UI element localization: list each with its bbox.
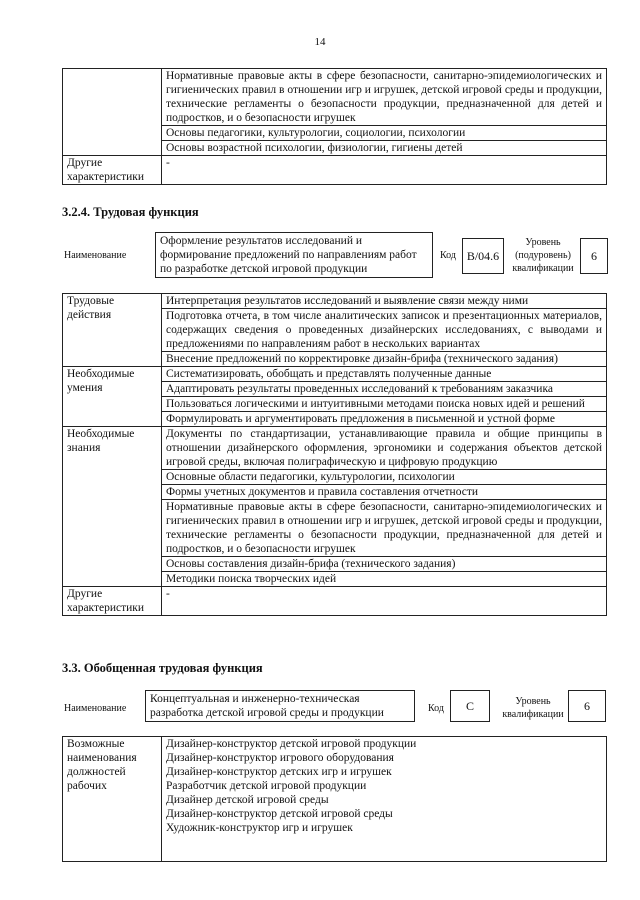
table-cell: Нормативные правовые акты в сфере безопасности, санитарно-эпидемиологических и гигиенических правил в отношении игр и игрушек, детской игровой среды и продукции, технические регламенты о безопасности продукции, предназначенной для детей и подростков, и о безопасности игрушек bbox=[162, 500, 607, 557]
empty-label-cell bbox=[63, 69, 162, 156]
level-value: 6 bbox=[568, 690, 606, 722]
list-item: Дизайнер-конструктор детских игр и игрушек bbox=[166, 766, 392, 778]
table-cell: Методики поиска творческих идей bbox=[162, 572, 607, 587]
table-cell: Нормативные правовые акты в сфере безопасности, санитарно-эпидемиологических и гигиенических правил в отношении игр и игрушек, детской игровой среды и продукции, технические регламенты о безопасности продукции, предназначенной для детей и подростков, и о безопасности игрушек bbox=[162, 69, 607, 126]
name-value: Концептуальная и инженерно-техническая разработка детской игровой среды и продукции bbox=[145, 690, 415, 722]
code-value: C bbox=[450, 690, 490, 722]
section-heading: 3.3. Обобщенная трудовая функция bbox=[62, 661, 263, 675]
table-cell: Интерпретация результатов исследований и выявление связи между ними bbox=[162, 294, 607, 309]
section-heading: 3.2.4. Трудовая функция bbox=[62, 205, 199, 219]
table-cell: Внесение предложений по корректировке дизайн-брифа (технического задания) bbox=[162, 352, 607, 367]
row-label: Возможные наименования должностей рабочих bbox=[63, 737, 162, 862]
level-label: Уровень (подуровень) квалификации bbox=[512, 237, 574, 274]
positions-table bbox=[62, 736, 607, 862]
table-cell: Документы по стандартизации, устанавливающие правила и общие принципы в отношении дизайнерского оформления, эргономики и содержания объектов детской игровой среды, включая полиграфическую и цифровую продукцию bbox=[162, 427, 607, 470]
table-cell: Адаптировать результаты проведенных исследований к требованиям заказчика bbox=[162, 382, 607, 397]
table-cell: Основные области педагогики, культурологии, психологии bbox=[162, 470, 607, 485]
table-cell: Формулировать и аргументировать предложения в письменной и устной форме bbox=[162, 412, 607, 427]
table-cell: Пользоваться логическими и интуитивными методами поиска новых идей и решений bbox=[162, 397, 607, 412]
name-label: Наименование bbox=[64, 703, 127, 714]
page-number: 14 bbox=[314, 36, 326, 48]
name-value: Оформление результатов исследований и формирование предложений по направлениям работ по разработке детской игровой продукции bbox=[155, 232, 433, 278]
table-cell: Основы возрастной психологии, физиологии, гигиены детей bbox=[162, 141, 607, 156]
table-cell: Основы составления дизайн-брифа (технического задания) bbox=[162, 557, 607, 572]
positions-cell bbox=[162, 737, 607, 862]
list-item: Дизайнер детской игровой среды bbox=[166, 794, 329, 806]
code-label: Код bbox=[428, 703, 444, 714]
code-value: B/04.6 bbox=[462, 238, 504, 274]
level-label: Уровень квалификации bbox=[502, 696, 564, 720]
top-table bbox=[62, 68, 607, 185]
row-label: Другие характеристики bbox=[63, 156, 162, 185]
table-cell: Формы учетных документов и правила составления отчетности bbox=[162, 485, 607, 500]
level-value: 6 bbox=[580, 238, 608, 274]
table-cell: Систематизировать, обобщать и представлять полученные данные bbox=[162, 367, 607, 382]
list-item: Дизайнер-конструктор детской игровой среды bbox=[166, 808, 393, 820]
code-label: Код bbox=[440, 250, 456, 261]
list-item: Художник-конструктор игр и игрушек bbox=[166, 822, 353, 834]
table-cell: - bbox=[162, 156, 607, 185]
row-label: Другие характеристики bbox=[63, 587, 162, 616]
row-label: Необходимые умения bbox=[63, 367, 162, 427]
table-cell: Подготовка отчета, в том числе аналитических записок и презентационных материалов, содержащих сведения о проведенных дизайнерских исследованиях, с выводами и предложениями по направлениям работ в нескольких вариантах bbox=[162, 309, 607, 352]
name-label: Наименование bbox=[64, 250, 127, 261]
row-label: Трудовые действия bbox=[63, 294, 162, 367]
list-item: Разработчик детской игровой продукции bbox=[166, 780, 367, 792]
table-cell: Основы педагогики, культурологии, социологии, психологии bbox=[162, 126, 607, 141]
list-item: Дизайнер-конструктор детской игровой продукции bbox=[166, 738, 417, 750]
list-item: Дизайнер-конструктор игрового оборудования bbox=[166, 752, 394, 764]
function-table bbox=[62, 293, 607, 616]
table-cell: - bbox=[162, 587, 607, 616]
row-label: Необходимые знания bbox=[63, 427, 162, 587]
